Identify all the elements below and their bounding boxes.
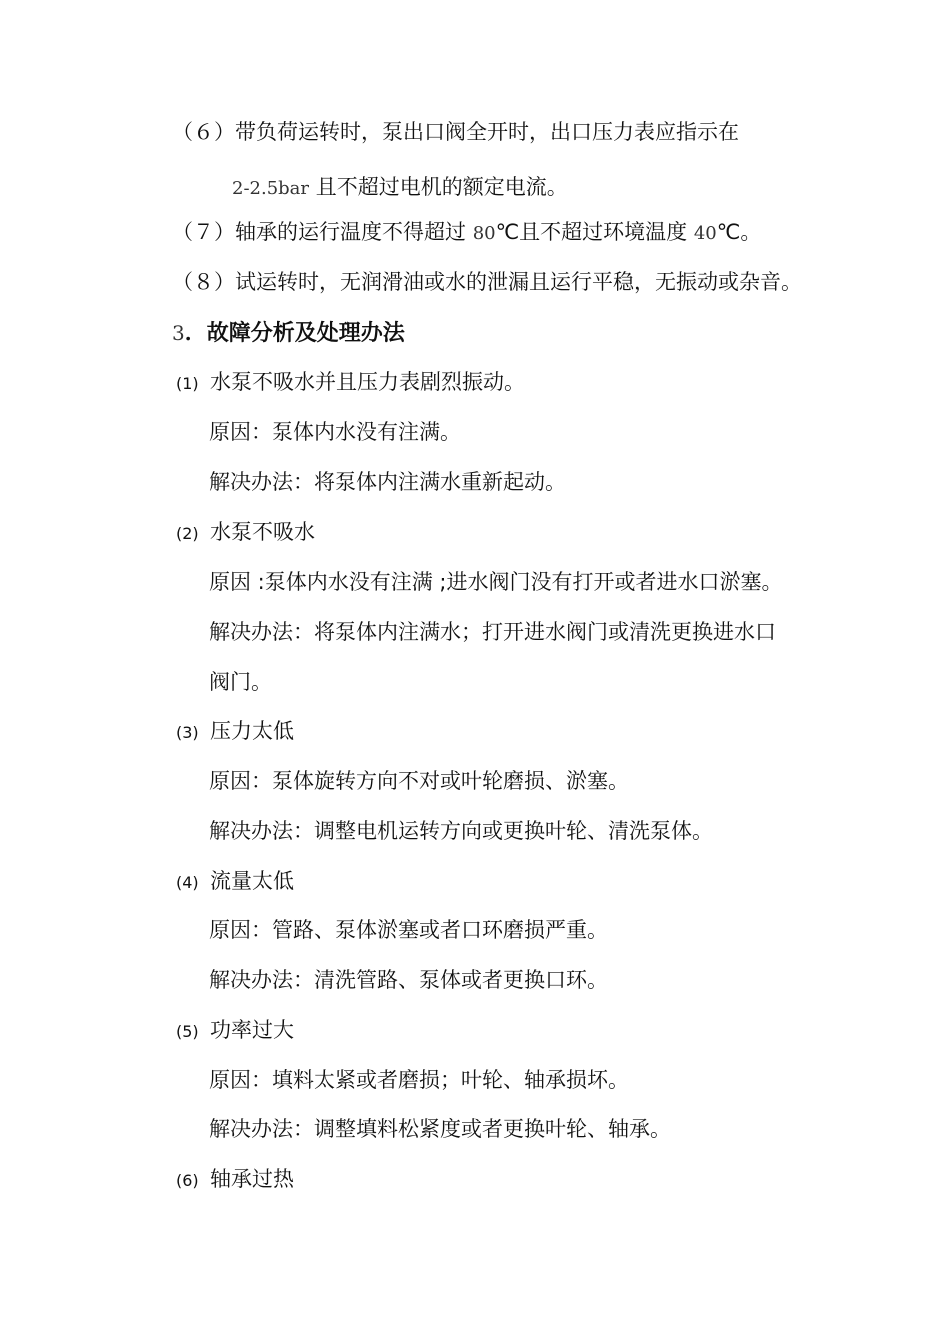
item-7-part-a: （７）轴承的运行温度不得超过 bbox=[172, 220, 473, 244]
pressure-range: 2-2.5bar bbox=[232, 178, 310, 199]
fault-1-fix: 解决办法：将泵体内注满水重新起动。 bbox=[209, 470, 566, 494]
fault-3-cause: 原因：泵体旋转方向不对或叶轮磨损、淤塞。 bbox=[209, 769, 629, 793]
fault-5-fix: 解决办法：调整填料松紧度或者更换叶轮、轴承。 bbox=[209, 1117, 671, 1141]
item-6-line-2 bbox=[232, 173, 568, 203]
fault-1-number: (1) bbox=[176, 374, 199, 393]
section-number: 3 bbox=[172, 321, 185, 345]
fault-5-number: (5) bbox=[176, 1022, 199, 1041]
fault-3-number: (3) bbox=[176, 723, 199, 742]
item-7-part-c: ℃。 bbox=[716, 220, 762, 244]
fault-4-fix: 解决办法：清洗管路、泵体或者更换口环。 bbox=[209, 968, 608, 992]
fault-6-title-text: 轴承过热 bbox=[210, 1167, 294, 1191]
fault-4-title-text: 流量太低 bbox=[210, 869, 294, 893]
fault-2-fix-continued: 阀门。 bbox=[209, 670, 272, 694]
item-7 bbox=[172, 218, 761, 248]
fault-2-title-text: 水泵不吸水 bbox=[210, 520, 315, 544]
ambient-temp-limit: 40 bbox=[693, 223, 717, 244]
fault-4-number: (4) bbox=[176, 873, 199, 892]
fault-1-title bbox=[176, 368, 525, 398]
fault-2-cause: 原因 :泵体内水没有注满 ;进水阀门没有打开或者进水口淤塞。 bbox=[209, 570, 783, 594]
section-title: ．故障分析及处理办法 bbox=[184, 321, 405, 346]
fault-2-number: (2) bbox=[176, 524, 199, 543]
fault-3-title-text: 压力太低 bbox=[210, 719, 294, 743]
fault-3-title bbox=[176, 717, 294, 747]
fault-1-cause: 原因：泵体内水没有注满。 bbox=[209, 420, 461, 444]
fault-2-fix: 解决办法：将泵体内注满水；打开进水阀门或清洗更换进水口 bbox=[209, 620, 776, 644]
fault-6-number: (6) bbox=[176, 1171, 199, 1190]
fault-4-cause: 原因：管路、泵体淤塞或者口环磨损严重。 bbox=[209, 918, 608, 942]
item-6-line-1: （６）带负荷运转时，泵出口阀全开时，出口压力表应指示在 bbox=[172, 120, 739, 144]
fault-2-title bbox=[176, 518, 315, 548]
fault-5-cause: 原因：填料太紧或者磨损；叶轮、轴承损坏。 bbox=[209, 1068, 629, 1092]
fault-1-title-text: 水泵不吸水并且压力表剧烈振动。 bbox=[210, 370, 525, 394]
item-7-part-b: ℃且不超过环境温度 bbox=[495, 220, 694, 244]
fault-4-title bbox=[176, 867, 294, 897]
fault-5-title-text: 功率过大 bbox=[210, 1018, 294, 1042]
fault-6-title bbox=[176, 1165, 294, 1195]
fault-5-title bbox=[176, 1016, 294, 1046]
item-6-line-2-text: 且不超过电机的额定电流。 bbox=[309, 175, 568, 199]
fault-3-fix: 解决办法：调整电机运转方向或更换叶轮、清洗泵体。 bbox=[209, 819, 713, 843]
item-8: （８）试运转时，无润滑油或水的泄漏且运行平稳，无振动或杂音。 bbox=[172, 270, 802, 294]
bearing-temp-limit: 80 bbox=[472, 223, 496, 244]
section-heading bbox=[172, 319, 405, 348]
